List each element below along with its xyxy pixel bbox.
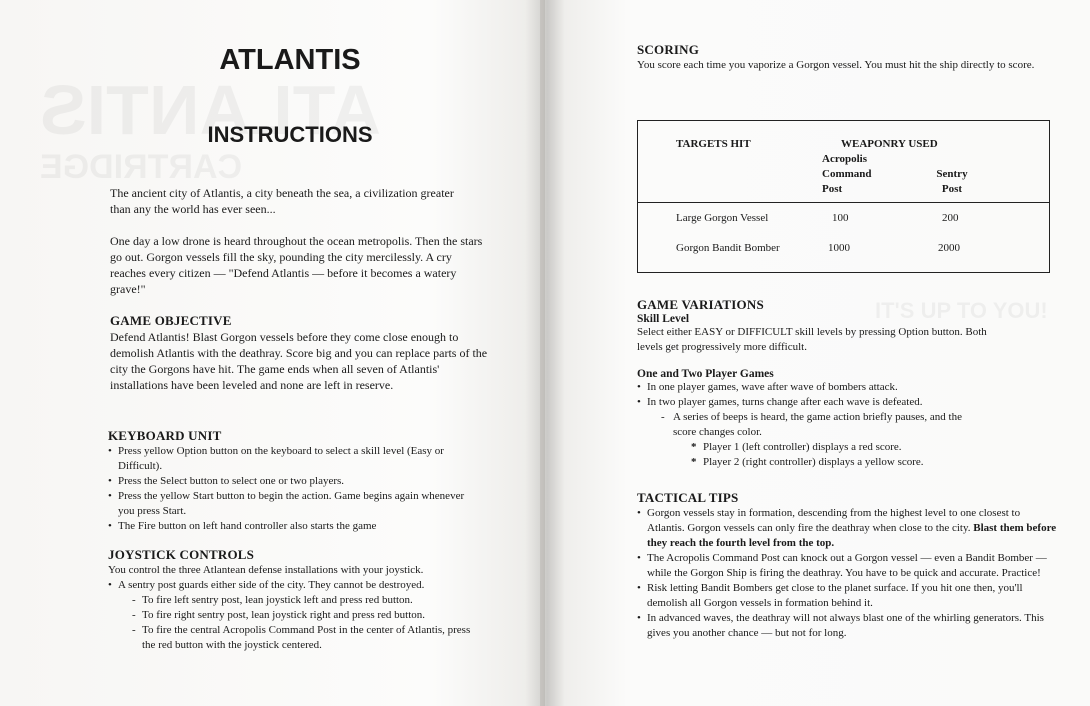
game-variations-section bbox=[637, 297, 1057, 470]
column-header-targets: TARGETS HIT bbox=[676, 138, 751, 150]
intro-paragraph-1: The ancient city of Atlantis, a city beneath the sea, a civilization greater than any the world has ever seen... bbox=[110, 186, 454, 216]
list-item: • The Acropolis Command Post can knock out a Gorgon vessel — even a Bandit Bomber — while the Gorgon Ship is firing the deathray. You have to be quick and accurate. Practice! bbox=[637, 551, 1057, 581]
list-item: • In two player games, turns change after each wave is defeated. bbox=[637, 395, 1057, 410]
left-page bbox=[0, 0, 540, 706]
tip-emphasis: Blast them before they reach the fourth level from the top. bbox=[647, 522, 1057, 549]
section-heading: GAME VARIATIONS bbox=[637, 297, 764, 312]
section-heading: SCORING bbox=[637, 42, 700, 57]
game-objective-section bbox=[110, 313, 488, 393]
section-heading: GAME OBJECTIVE bbox=[110, 313, 232, 328]
table-header bbox=[638, 121, 1049, 203]
table-cell-target: Gorgon Bandit Bomber bbox=[676, 242, 780, 254]
list-item: • In one player games, wave after wave of bombers attack. bbox=[637, 380, 1057, 395]
page-title: ATLANTIS bbox=[219, 44, 361, 76]
list-item: • Press the Select button to select one or two players. bbox=[108, 474, 478, 489]
list-item: • Press yellow Option button on the keyboard to select a skill level (Easy or Difficult). bbox=[108, 444, 478, 474]
tip-text: Gorgon vessels stay in formation, descending from the highest level to one closest to Atlantis. Gorgon vessels can only fire the deathray when close to the city. bbox=[647, 507, 1021, 534]
sub-sub-list-item: * Player 2 (right controller) displays a yellow score. bbox=[637, 455, 1057, 470]
list-item: • The Fire button on left hand controller also starts the game bbox=[108, 519, 478, 534]
keyboard-unit-section bbox=[108, 428, 478, 534]
subheading-players: One and Two Player Games bbox=[637, 368, 774, 380]
table-cell-sentry: 200 bbox=[942, 212, 959, 224]
scoring-text: You score each time you vaporize a Gorgon vessel. You must hit the ship directly to score. bbox=[637, 59, 1035, 71]
table-cell-target: Large Gorgon Vessel bbox=[676, 212, 769, 224]
tactical-tips-section bbox=[637, 490, 1057, 641]
subheading-skill-level: Skill Level bbox=[637, 313, 690, 325]
table-cell-sentry: 2000 bbox=[938, 242, 960, 254]
joystick-intro: You control the three Atlantean defense installations with your joystick. bbox=[108, 564, 424, 576]
list-item: • Press the yellow Start button to begin the action. Game begins again whenever you press Start. bbox=[108, 489, 478, 519]
right-page bbox=[545, 0, 1090, 706]
joystick-controls-section bbox=[108, 547, 478, 653]
sub-list-item: - To fire left sentry post, lean joystick left and press red button. bbox=[108, 593, 478, 608]
list-item: • In advanced waves, the deathray will not always blast one of the whirling generators. This gives you another chance — but not for long. bbox=[637, 611, 1057, 641]
sub-list-item: - To fire the central Acropolis Command Post in the center of Atlantis, press the red button with the joystick centered. bbox=[108, 623, 478, 653]
table-cell-acropolis: 1000 bbox=[828, 242, 850, 254]
page-subtitle: INSTRUCTIONS bbox=[207, 122, 373, 147]
column-group-header: WEAPONRY USED bbox=[841, 138, 938, 150]
sub-sub-list-item: * Player 1 (left controller) displays a red score. bbox=[637, 440, 1057, 455]
skill-level-text: Select either EASY or DIFFICULT skill levels by pressing Option button. Both levels get progressively more difficult. bbox=[637, 326, 987, 353]
section-heading: JOYSTICK CONTROLS bbox=[108, 547, 255, 562]
column-header-acropolis: Acropolis Command Post bbox=[822, 153, 872, 195]
bleed-through-shadow bbox=[40, 148, 242, 187]
scoring-table bbox=[637, 120, 1050, 273]
sub-list-item: - A series of beeps is heard, the game action briefly pauses, and the score changes color. bbox=[637, 410, 983, 440]
sub-list-item: - To fire right sentry post, lean joystick right and press red button. bbox=[108, 608, 478, 623]
page-gutter bbox=[525, 0, 565, 706]
scoring-section bbox=[637, 42, 1057, 73]
objective-text: Defend Atlantis! Blast Gorgon vessels before they come close enough to demolish Atlantis with the deathray. Score big and you can replace parts of the city the Gorgons have hit. The game ends when all seven of Atlantis' installations have been leveled and none are left in reserve. bbox=[110, 330, 488, 392]
list-item: • Risk letting Bandit Bombers get close to the planet surface. If you hit one then, you'll demolish all Gorgon vessels in formation behind it. bbox=[637, 581, 1057, 611]
list-item: • A sentry post guards either side of the city. They cannot be destroyed. bbox=[108, 578, 478, 593]
intro-paragraph-2: One day a low drone is heard throughout the ocean metropolis. Then the stars go out. Gorgon vessels fill the sky, pounding the city mercilessly. A cry reaches every citizen — "Defend Atlantis — before it becomes a watery grave!" bbox=[110, 234, 483, 296]
table-cell-acropolis: 100 bbox=[832, 212, 849, 224]
section-heading: TACTICAL TIPS bbox=[637, 490, 739, 505]
column-header-sentry: Sentry Post bbox=[936, 168, 968, 195]
section-heading: KEYBOARD UNIT bbox=[108, 428, 222, 443]
list-item bbox=[637, 506, 1057, 551]
